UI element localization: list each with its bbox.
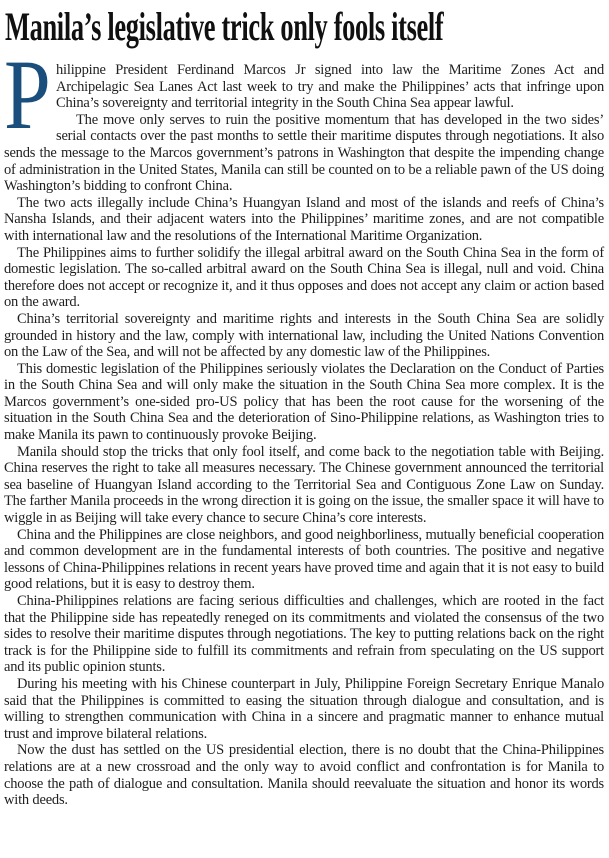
lead-paragraph bbox=[4, 39, 604, 150]
article-paragraph: The move only serves to ruin the positive momentum that has developed in the two sides’ serial contacts over the past months to settle their maritime disputes through negotiations. It also sends the message to the Marcos government’s patrons in Washington that despite the impending change of administration in the United States, Manila can still be counted on to be a reliable pawn of the US doing Washington’s bidding to confront China. bbox=[4, 111, 604, 195]
article-paragraph: This domestic legislation of the Philippines seriously violates the Declaration on the Conduct of Parties in the South China Sea and will only make the situation in the South China Sea more complex. It is the Marcos government’s one-sided pro-US policy that has been the root cause for the worsening of the situation in the South China Sea and the deterioration of Sino-Philippine relations, as Washington tries to make Manila its pawn to continuously provoke Beijing. bbox=[4, 360, 604, 444]
article-headline: Manila’s legislative trick only fools itself bbox=[5, 4, 444, 49]
article-paragraph: China-Philippines relations are facing serious difficulties and challenges, which are rooted in the fact that the Philippine side has repeatedly reneged on its commitments and violated the consensus of the two sides to resolve their maritime disputes through negotiations. The key to putting relations back on the right track is for the Philippine side to fulfill its commitments and refrain from speculating on the US support and its public opinion stunts. bbox=[4, 593, 604, 676]
article-body bbox=[4, 39, 604, 809]
lead-paragraph-text: hilippine President Ferdinand Marcos Jr signed into law the Maritime Zones Act and Archipelagic Sea Lanes Act last week to try and make the Philippines’ acts that infringe upon China’s sovereignty and territorial integrity in the South China Sea appear lawful. bbox=[56, 62, 604, 112]
article-paragraph: Now the dust has settled on the US presidential election, there is no doubt that the China-Philippines relations are at a new crossroad and the only way to avoid conflict and confrontation is for Manila to choose the path of dialogue and consultation. Manila should reevaluate the situation and honor its words with deeds. bbox=[4, 742, 604, 809]
article-paragraph: The two acts illegally include China’s Huangyan Island and most of the islands and reefs of China’s Nansha Islands, and their adjacent waters into the Philippines’ maritime zones, and are not compatible with international law and the resolutions of the International Maritime Organization. bbox=[4, 194, 604, 244]
article-paragraph: Manila should stop the tricks that only fool itself, and come back to the negotiation table with Beijing. China reserves the right to take all measures necessary. The Chinese government announced the territorial sea baseline of Huangyan Island according to the Territorial Sea and Contiguous Zone Law on Sunday. The farther Manila proceeds in the wrong direction it is going on the issue, the smaller space it will have to wiggle in as Beijing will take every chance to secure China’s core interests. bbox=[4, 443, 604, 527]
article-paragraph: China and the Philippines are close neighbors, and good neighborliness, mutually beneficial cooperation and common development are in the fundamental interests of both countries. The positive and negative lessons of China-Philippines relations in recent years have proved time and again that it is not easy to build good relations, but it is easy to destroy them. bbox=[4, 526, 604, 593]
article-paragraph: The Philippines aims to further solidify the illegal arbitral award on the South China Sea in the form of domestic legislation. The so-called arbitral award on the South China Sea is illegal, null and void. China therefore does not accept or recognize it, and it thus opposes and does not accept any claim or action based on the award. bbox=[4, 244, 604, 311]
article-paragraph: China’s territorial sovereignty and maritime rights and interests in the South China Sea are solidly grounded in history and the law, comply with international law, including the United Nations Convention on the Law of the Sea, and will not be affected by any domestic law of the Philippines. bbox=[4, 310, 604, 361]
article-paragraph: During his meeting with his Chinese counterpart in July, Philippine Foreign Secretary Enrique Manalo said that the Philippines is committed to easing the situation through dialogue and consultation, and is willing to strengthen communication with China in a sincere and pragmatic manner to enhance mutual trust and improve bilateral relations. bbox=[4, 675, 604, 742]
drop-cap-letter: P bbox=[4, 39, 51, 150]
